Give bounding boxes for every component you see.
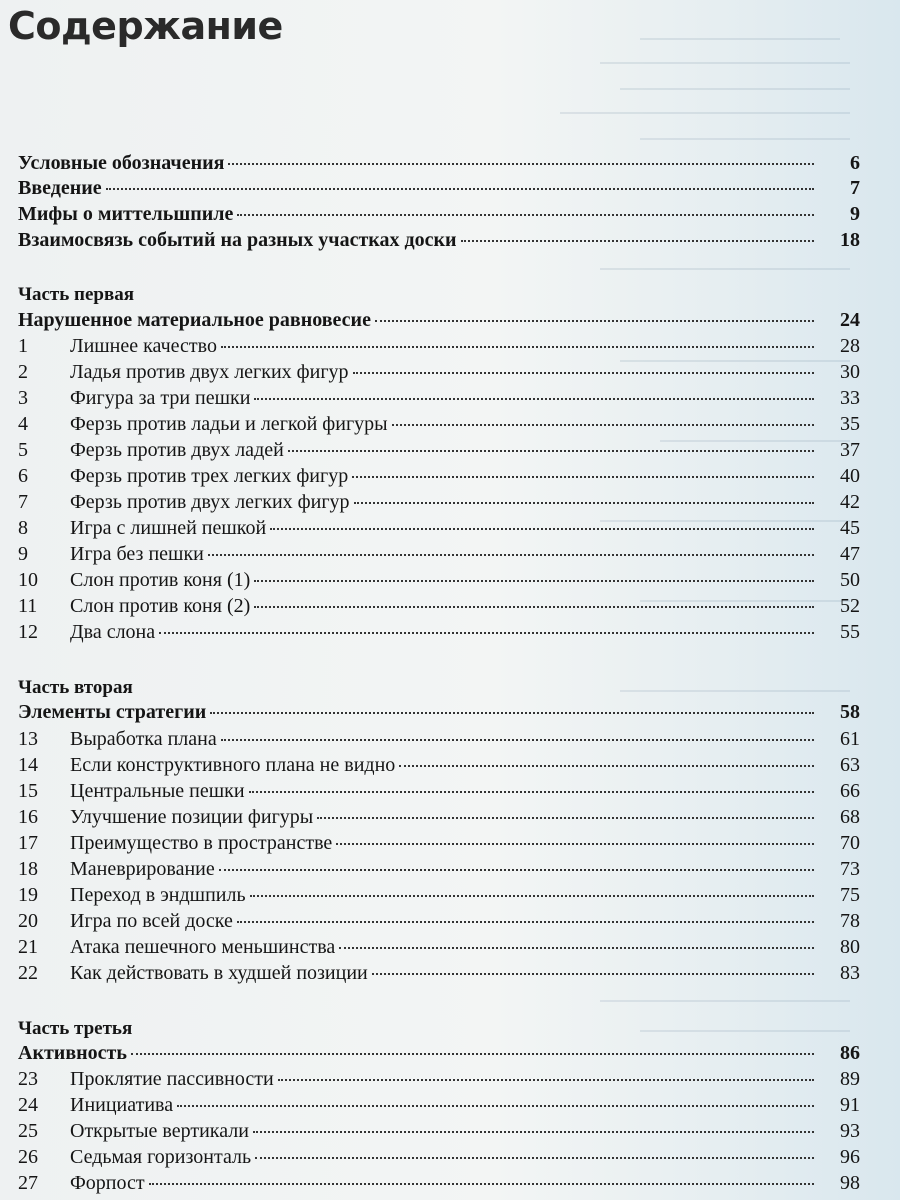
toc-section[interactable] [18,1042,860,1068]
dot-leader [208,554,814,556]
entry-title: Взаимосвязь событий на разных участках доски [18,229,457,251]
chapter-page: 66 [840,780,860,802]
chapter-title: Ферзь против ладьи и легкой фигуры [70,413,388,435]
chapter-number: 20 [18,910,38,932]
chapter-title: Ферзь против двух легких фигур [70,491,350,513]
chapter-page: 91 [840,1094,860,1116]
dot-leader [255,1157,814,1159]
chapter-title: Седьмая горизонталь [70,1146,252,1168]
chapter-page: 52 [840,595,860,617]
toc-chapter[interactable] [18,1094,860,1120]
chapter-title: Форпост [70,1172,145,1194]
chapter-page: 33 [840,387,860,409]
chapter-number: 4 [18,413,28,435]
dot-leader [352,476,814,478]
chapter-number: 15 [18,780,38,802]
chapter-number: 6 [18,465,28,487]
dot-leader [278,1079,814,1081]
chapter-number: 13 [18,728,38,750]
chapter-page: 75 [840,884,860,906]
chapter-number: 18 [18,858,38,880]
dot-leader [254,606,814,608]
toc-section[interactable] [18,309,860,335]
chapter-title: Маневрирование [70,858,215,880]
chapter-number: 27 [18,1172,38,1194]
toc-entry[interactable] [18,177,860,203]
chapter-number: 17 [18,832,38,854]
chapter-page: 78 [840,910,860,932]
chapter-page: 37 [840,439,860,461]
toc-chapter[interactable] [18,439,860,465]
chapter-page: 40 [840,465,860,487]
chapter-page: 63 [840,754,860,776]
entry-title: Мифы о миттельшпиле [18,203,234,225]
section-page: 86 [840,1042,860,1064]
entry-title: Условные обозначения [18,152,225,174]
chapter-number: 16 [18,806,38,828]
chapter-title: Переход в эндшпиль [70,884,246,906]
chapter-number: 12 [18,621,38,643]
section-title: Элементы стратегии [18,701,207,723]
entry-page: 9 [850,203,860,225]
toc-entry[interactable] [18,203,860,229]
chapter-title: Лишнее качество [70,335,217,357]
toc-chapter[interactable] [18,1146,860,1172]
chapter-number: 25 [18,1120,38,1142]
dot-leader [254,580,814,582]
chapter-title: Инициатива [70,1094,174,1116]
chapter-number: 24 [18,1094,38,1116]
toc-chapter[interactable] [18,387,860,413]
dot-leader [354,502,814,504]
toc-entry[interactable] [18,152,860,178]
dot-leader [106,188,814,190]
toc-chapter[interactable] [18,413,860,439]
toc-chapter[interactable] [18,1068,860,1094]
toc-chapter[interactable] [18,595,860,621]
dot-leader [237,214,814,216]
section-page: 24 [840,309,860,331]
part-label: Часть вторая [18,677,133,698]
chapter-number: 23 [18,1068,38,1090]
toc-chapter[interactable] [18,936,860,962]
toc-entry[interactable] [18,229,860,255]
entry-page: 18 [840,229,860,251]
chapter-number: 7 [18,491,28,513]
chapter-title: Ферзь против трех легких фигур [70,465,349,487]
chapter-number: 19 [18,884,38,906]
chapter-number: 26 [18,1146,38,1168]
entry-page: 7 [850,177,860,199]
dot-leader [339,947,814,949]
toc-chapter[interactable] [18,728,860,754]
toc-chapter[interactable] [18,621,860,647]
dot-leader [159,632,814,634]
chapter-title: Преимущество в пространстве [70,832,333,854]
toc-chapter[interactable] [18,517,860,543]
dot-leader [399,765,814,767]
section-page: 58 [840,701,860,723]
chapter-number: 1 [18,335,28,357]
dot-leader [270,528,814,530]
chapter-title: Слон против коня (1) [70,569,251,591]
chapter-title: Атака пешечного меньшинства [70,936,336,958]
chapter-title: Два слона [70,621,156,643]
section-title: Нарушенное материальное равновесие [18,309,371,331]
entry-page: 6 [850,152,860,174]
chapter-title: Фигура за три пешки [70,387,251,409]
toc-section[interactable] [18,701,860,727]
chapter-page: 42 [840,491,860,513]
dot-leader [131,1053,814,1055]
page-title: Содержание [8,4,283,48]
chapter-page: 93 [840,1120,860,1142]
chapter-number: 2 [18,361,28,383]
part-label: Часть третья [18,1018,133,1039]
dot-leader [253,1131,814,1133]
chapter-number: 10 [18,569,38,591]
chapter-title: Улучшение позиции фигуры [70,806,314,828]
toc-chapter[interactable] [18,569,860,595]
chapter-number: 21 [18,936,38,958]
chapter-title: Выработка плана [70,728,217,750]
toc-chapter[interactable] [18,806,860,832]
dot-leader [392,424,814,426]
part-label: Часть первая [18,284,134,305]
chapter-title: Слон против коня (2) [70,595,251,617]
dot-leader [336,843,814,845]
chapter-page: 28 [840,335,860,357]
toc-chapter[interactable] [18,335,860,361]
dot-leader [249,791,814,793]
chapter-title: Центральные пешки [70,780,245,802]
chapter-page: 70 [840,832,860,854]
dot-leader [254,398,814,400]
chapter-page: 55 [840,621,860,643]
toc-chapter[interactable] [18,491,860,517]
section-title: Активность [18,1042,127,1064]
dot-leader [288,450,814,452]
chapter-number: 14 [18,754,38,776]
dot-leader [177,1105,814,1107]
toc-chapter[interactable] [18,884,860,910]
chapter-page: 98 [840,1172,860,1194]
toc-chapter[interactable] [18,754,860,780]
chapter-page: 83 [840,962,860,984]
chapter-page: 61 [840,728,860,750]
chapter-page: 68 [840,806,860,828]
dot-leader [461,240,814,242]
chapter-title: Если конструктивного плана не видно [70,754,396,776]
chapter-number: 22 [18,962,38,984]
chapter-title: Ладья против двух легких фигур [70,361,349,383]
chapter-title: Ферзь против двух ладей [70,439,284,461]
toc-chapter[interactable] [18,858,860,884]
dot-leader [210,712,814,714]
toc-chapter[interactable] [18,1120,860,1146]
dot-leader [219,869,814,871]
chapter-number: 3 [18,387,28,409]
toc-chapter[interactable] [18,465,860,491]
dot-leader [221,739,814,741]
dot-leader [149,1183,814,1185]
dot-leader [353,372,814,374]
chapter-title: Открытые вертикали [70,1120,249,1142]
chapter-title: Игра с лишней пешкой [70,517,267,539]
chapter-page: 47 [840,543,860,565]
dot-leader [228,163,814,165]
chapter-page: 45 [840,517,860,539]
toc-chapter[interactable] [18,780,860,806]
chapter-title: Игра без пешки [70,543,204,565]
dot-leader [375,320,814,322]
chapter-page: 89 [840,1068,860,1090]
toc-chapter[interactable] [18,962,860,988]
dot-leader [237,921,814,923]
chapter-page: 35 [840,413,860,435]
chapter-title: Как действовать в худшей позиции [70,962,368,984]
chapter-page: 96 [840,1146,860,1168]
chapter-number: 9 [18,543,28,565]
toc-chapter[interactable] [18,543,860,569]
dot-leader [250,895,814,897]
chapter-page: 50 [840,569,860,591]
chapter-number: 11 [18,595,38,617]
entry-title: Введение [18,177,102,199]
dot-leader [317,817,814,819]
chapter-number: 8 [18,517,28,539]
toc-chapter[interactable] [18,1172,860,1198]
chapter-number: 5 [18,439,28,461]
chapter-title: Проклятие пассивности [70,1068,274,1090]
chapter-page: 80 [840,936,860,958]
toc-chapter[interactable] [18,910,860,936]
chapter-title: Игра по всей доске [70,910,233,932]
chapter-page: 73 [840,858,860,880]
toc-chapter[interactable] [18,361,860,387]
dot-leader [372,973,814,975]
toc-chapter[interactable] [18,832,860,858]
chapter-page: 30 [840,361,860,383]
dot-leader [221,346,814,348]
